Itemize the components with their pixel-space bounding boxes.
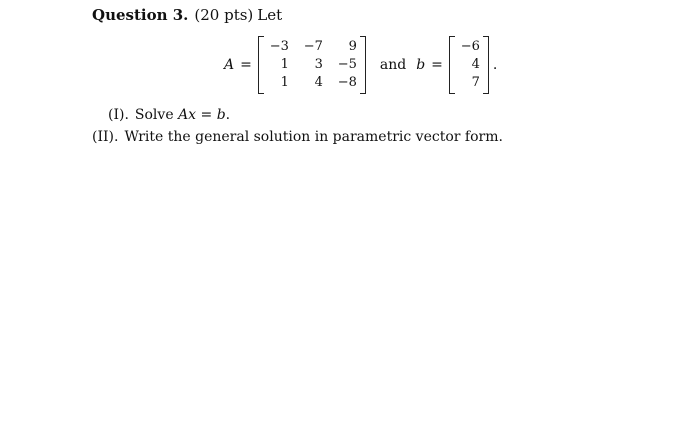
part-two-label: (II). xyxy=(92,129,119,145)
conjunction-and: and xyxy=(379,57,407,73)
question-label: Question 3. xyxy=(92,6,189,24)
equals-sign: = xyxy=(431,57,443,73)
matrix-cell: 1 xyxy=(280,57,289,72)
matrix-cell: 3 xyxy=(314,57,323,72)
part-one-suffix: . xyxy=(225,107,231,123)
question-heading xyxy=(92,6,282,24)
question-points: (20 pts) xyxy=(194,6,254,24)
part-one-label: (I). xyxy=(108,107,129,123)
left-bracket xyxy=(449,36,455,94)
right-bracket xyxy=(360,36,366,94)
part-two-text: Write the general solution in parametric vector form. xyxy=(124,129,503,145)
part-two xyxy=(92,128,503,146)
matrix-a-grid xyxy=(267,38,357,92)
matrix-equation xyxy=(224,36,497,94)
part-one-prefix: Solve xyxy=(134,107,179,123)
equals-sign: = xyxy=(240,57,252,73)
matrix-cell: −7 xyxy=(303,39,323,54)
matrix-cell: −3 xyxy=(269,39,289,54)
question-intro: Let xyxy=(257,6,283,24)
part-one-math: Ax = b xyxy=(178,107,226,123)
right-bracket xyxy=(483,36,489,94)
matrix-cell: −5 xyxy=(337,57,357,72)
part-one xyxy=(108,106,230,124)
vector-b xyxy=(449,36,489,94)
vector-cell: 7 xyxy=(471,75,480,90)
matrix-cell: 4 xyxy=(314,75,323,90)
vector-b-grid xyxy=(458,38,480,92)
vector-cell: −6 xyxy=(460,39,480,54)
trailing-period: . xyxy=(492,57,498,73)
left-bracket xyxy=(258,36,264,94)
vector-cell: 4 xyxy=(471,57,480,72)
matrix-name: A xyxy=(224,57,235,73)
vector-name: b xyxy=(416,57,426,73)
matrix-cell: −8 xyxy=(337,75,357,90)
matrix-cell: 1 xyxy=(280,75,289,90)
matrix-cell: 9 xyxy=(348,39,357,54)
matrix-a xyxy=(258,36,366,94)
